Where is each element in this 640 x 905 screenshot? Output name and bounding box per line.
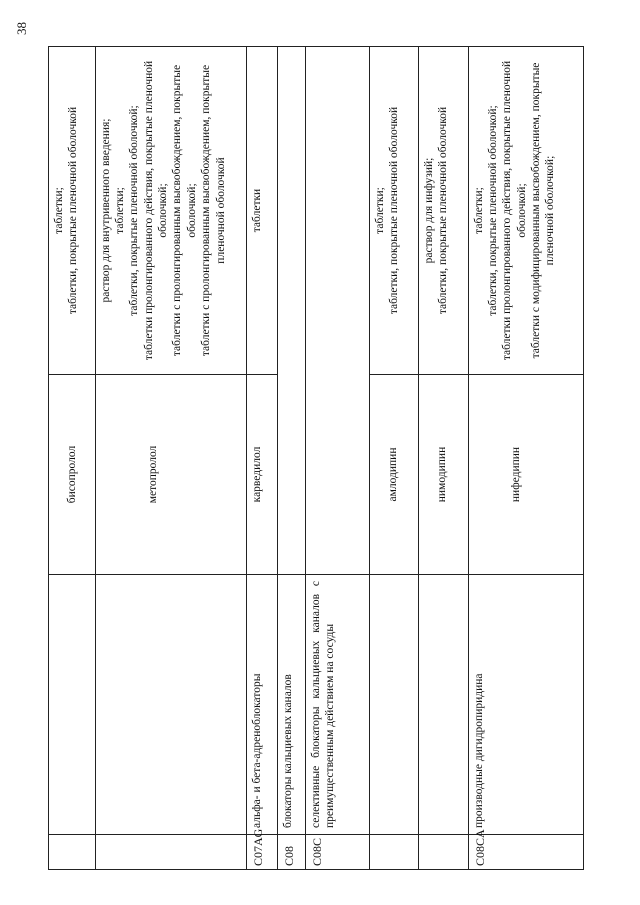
drug-name: амлодипин bbox=[369, 375, 418, 575]
group-name: селективные блокаторы кальциевых каналов с преимущественным действием на сосуды bbox=[305, 575, 369, 835]
table-row bbox=[277, 47, 305, 870]
drug-name: нимодипин bbox=[418, 375, 468, 575]
empty-cell bbox=[305, 47, 369, 575]
dosage-form: таблетки с пролонгированным высвобождением, покрытые оболочкой; bbox=[171, 64, 198, 357]
drug-name: метопролол bbox=[95, 375, 246, 575]
dosage-form: таблетки, покрытые пленочной оболочкой; bbox=[486, 105, 499, 316]
atc-code: C08C bbox=[305, 835, 369, 870]
dosage-form: раствор для инфузий; bbox=[422, 157, 435, 264]
dosage-form: таблетки, покрытые пленочной оболочкой bbox=[437, 106, 450, 315]
dosage-form: таблетки, покрытые пленочной оболочкой bbox=[67, 106, 80, 315]
dosage-forms bbox=[369, 47, 418, 375]
group-name bbox=[369, 575, 418, 835]
empty-cell bbox=[277, 47, 305, 575]
atc-code: C07AG bbox=[246, 835, 277, 870]
dosage-forms bbox=[418, 47, 468, 375]
group-name: производные дигидропиридина bbox=[468, 575, 583, 835]
dosage-form: таблетки, покрытые пленочной оболочкой; bbox=[128, 105, 141, 316]
table-row bbox=[369, 47, 418, 870]
group-name: альфа- и бета-адреноблокаторы bbox=[246, 575, 277, 835]
dosage-form: таблетки с пролонгированным высвобождением, покрытые пленочной оболочкой bbox=[200, 64, 227, 357]
page-number: 38 bbox=[14, 22, 29, 35]
drug-name: карведилол bbox=[246, 375, 277, 575]
dosage-form: таблетки; bbox=[472, 187, 485, 234]
table-row bbox=[305, 47, 369, 870]
dosage-forms bbox=[95, 47, 246, 375]
dosage-forms bbox=[246, 47, 277, 375]
dosage-forms bbox=[49, 47, 96, 375]
table-row bbox=[246, 47, 277, 870]
drug-name: бисопролол bbox=[49, 375, 96, 575]
table-row bbox=[468, 47, 583, 870]
dosage-forms bbox=[468, 47, 583, 375]
dosage-form: таблетки bbox=[250, 188, 263, 233]
atc-code bbox=[95, 835, 246, 870]
atc-code bbox=[369, 835, 418, 870]
drug-table bbox=[48, 46, 584, 870]
group-name bbox=[95, 575, 246, 835]
dosage-form: раствор для внутривенного введения; bbox=[99, 118, 112, 303]
atc-code bbox=[49, 835, 96, 870]
group-name bbox=[49, 575, 96, 835]
atc-code: C08CA bbox=[468, 835, 583, 870]
table-row bbox=[49, 47, 96, 870]
dosage-form: таблетки пролонгированного действия, покрытые пленочной оболочкой; bbox=[501, 60, 528, 361]
dosage-form: таблетки пролонгированного действия, покрытые пленочной оболочкой; bbox=[142, 60, 170, 361]
table-row bbox=[95, 47, 246, 870]
dosage-form: таблетки; bbox=[53, 187, 65, 234]
dosage-form: таблетки с модифицированным высвобождением, покрытые пленочной оболочкой; bbox=[530, 62, 557, 359]
table-row bbox=[418, 47, 468, 870]
atc-code: C08 bbox=[277, 835, 305, 870]
drug-name: нифедипин bbox=[468, 375, 583, 575]
dosage-form: таблетки; bbox=[113, 187, 126, 234]
group-name: блокаторы кальциевых каналов bbox=[277, 575, 305, 835]
group-name bbox=[418, 575, 468, 835]
atc-code bbox=[418, 835, 468, 870]
dosage-form: таблетки, покрытые пленочной оболочкой bbox=[388, 106, 401, 315]
dosage-form: таблетки; bbox=[373, 187, 386, 234]
